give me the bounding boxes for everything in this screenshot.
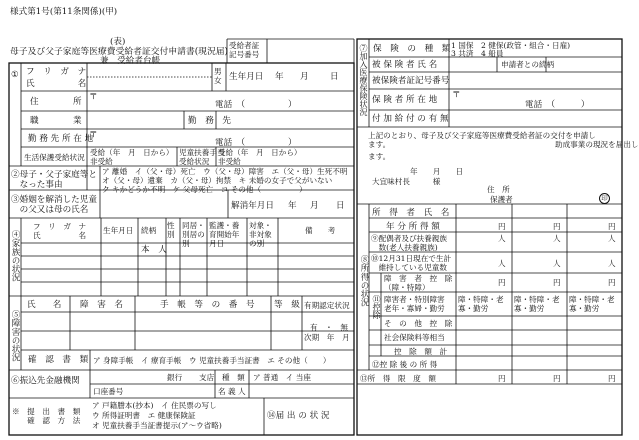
section-2-label: ②母子・父子家庭等と なった事由: [11, 170, 97, 190]
disability-col-name: 氏 名: [27, 300, 62, 310]
section-3-label: ③婚姻を解消した児童 の父又は母の氏名: [11, 195, 97, 215]
family-col-relation: 続柄: [141, 226, 157, 235]
income-amount-label: 年 分 所 得 額: [386, 222, 440, 232]
bank-label: 銀行: [167, 373, 183, 382]
children-person-2: 人: [553, 259, 561, 268]
section-5-label: ⑤障害の状況: [10, 310, 20, 362]
limit-yen-2: 円: [553, 374, 561, 383]
disability-flag: 有 ・ 無: [310, 323, 348, 332]
mayor-label: 大宜味村長 様: [372, 177, 441, 186]
account-number-label: 口座番号: [93, 387, 124, 396]
deduction-yen-3: 円: [608, 278, 616, 287]
furigana-label: フ リ ガ ナ: [26, 67, 87, 77]
docs-line-2: ウ 所得証明書 エ 健康保険証: [92, 411, 196, 420]
relation-label: 申請者との続柄: [501, 60, 555, 69]
omote-label: (表): [110, 37, 126, 47]
workplace-label: 勤 務 先: [188, 116, 231, 126]
family-col-name: フ リ ガ ナ 氏 名: [33, 222, 87, 240]
dissolution-date-label: 解消年月日: [231, 201, 274, 211]
income-yen-2: 円: [553, 222, 561, 231]
child-allowance-option-b: 非受給: [218, 157, 241, 166]
name-label: 氏 名: [26, 79, 87, 89]
account-type-label: 種 類: [222, 373, 245, 382]
form-subtitle: 兼 受給者台帳: [100, 56, 161, 66]
other-deduction-label: そ の 他 控 除: [384, 319, 453, 328]
disability-col-grade: 等 級: [274, 300, 300, 310]
limit-yen-3: 円: [608, 374, 616, 383]
disability-col-period: 有期認定状況: [304, 301, 350, 310]
deduction-categories: 障害者・特別障害 老年・寡婦・勤労: [384, 295, 445, 313]
family-col-note: 備 考: [305, 226, 336, 235]
section-1-marker: ①: [11, 70, 19, 80]
dependents-person-2: 人: [553, 234, 561, 243]
birthdate-label: 生年月日: [229, 72, 264, 82]
statement-line-4: ます。: [368, 152, 391, 161]
benefit-label: 付 加 給 付 の 有 無: [372, 114, 449, 124]
welfare-label: 生活保護受給状況: [24, 153, 85, 162]
deduction-categories-col3: 障・特障・老 寡・勤労: [569, 295, 615, 313]
dependents-label: ⑨配偶者及び扶養親族 数(老人扶養親族): [371, 234, 447, 252]
form-number: 様式第1号(第11条関係)(甲): [10, 7, 118, 17]
reason-line-3: ク キかどうか不明 ケ 父母死亡 コ その他（ ）: [102, 185, 307, 194]
dependents-person-3: 人: [608, 234, 616, 243]
family-col-sex: 性別: [167, 221, 175, 239]
reason-line-1: ア 離婚 イ（父・母）死亡 ウ（父・母）障害 エ（父・母）生死不明: [102, 167, 348, 176]
work-address-postal: 〒: [89, 130, 98, 140]
deduction-yen-1: 円: [498, 278, 506, 287]
section-7-label: ⑦加入医療保険状況: [359, 44, 368, 116]
deduction-yen-2: 円: [553, 278, 561, 287]
family-col-start: 監護・養育開始年月日: [209, 221, 240, 248]
account-type-options: ア 普通 イ 当座: [253, 373, 311, 382]
confirm-docs-options: ア 身障手帳 イ 療育手帳 ウ 児童扶養手当証書 エ その他（ ）: [93, 356, 331, 365]
dissolution-year: 年: [288, 201, 297, 211]
insurance-options-1: 1 国保 2 健保(政管・組合・日雇): [451, 41, 571, 50]
welfare-option-a: 受給（年 月 日から）: [90, 148, 174, 157]
section-14-label: ⑭届 出 の 状 況: [267, 411, 330, 421]
birth-year: 年: [275, 72, 284, 82]
statement-date: 年 月 日: [410, 167, 464, 176]
limit-yen-1: 円: [498, 374, 506, 383]
address-label: 住 所: [30, 97, 82, 107]
welfare-option-b: 非受給: [90, 157, 113, 166]
section-4-label: ④家族の状況: [10, 230, 20, 282]
deduction-categories-col1: 障・特障・老 寡・勤労: [458, 295, 504, 313]
docs-line-1: ア 戸籍謄本(抄本) イ 住民票の写し: [92, 401, 217, 410]
submitted-docs-label: ※ 提 出 書 類 確 認 方 法: [12, 407, 81, 425]
insurer-phone: 電話 （ ）: [525, 100, 590, 110]
children-person-1: 人: [498, 259, 506, 268]
section-12-label: ⑫控 除 後 の 所 得: [372, 360, 438, 369]
child-allowance-option-a: 受給（年 月 日から）: [218, 148, 302, 157]
section-11-label: ⑪控除: [372, 295, 381, 319]
birth-month: 月: [300, 72, 309, 82]
family-self-label: 本 人: [141, 245, 167, 255]
disability-col-notebook: 手 帳 等 の 番 号: [160, 300, 255, 310]
statement-line-3b: 助成事業の現況を届出し: [555, 140, 639, 149]
insurer-address-label: 保 険 者 所 在 地: [372, 95, 438, 105]
work-address-phone: 電話 （ ）: [215, 138, 297, 148]
address-phone: 電話 （ ）: [215, 100, 297, 110]
birth-day: 日: [330, 72, 339, 82]
form-title: 母子及び父子家庭等医療費受給者証交付申請書(現況届): [10, 47, 228, 57]
applicant-address-label: 住 所: [487, 185, 510, 194]
social-insurance-label: 社会保険料等相当: [384, 333, 445, 342]
dissolution-month: 月: [310, 201, 319, 211]
insurance-type-label: 保 険 の 種 類: [373, 44, 451, 54]
family-col-target: 対象・非対象の別: [249, 221, 272, 248]
section-6-label: ⑥振込先金融機関: [11, 376, 80, 386]
gender-label: 男 女: [214, 67, 222, 85]
job-label: 職 業: [30, 116, 82, 126]
dependents-person-1: 人: [498, 234, 506, 243]
dissolution-day: 日: [336, 201, 345, 211]
income-yen-3: 円: [608, 222, 616, 231]
insurance-options-2: 3 共済 4 船員: [451, 49, 504, 58]
card-number-label: 被保険者証記号番号: [372, 76, 450, 86]
insured-name-label: 被 保 険 者 氏 名: [372, 60, 438, 70]
cert-number-label: 受給者証 記号番号: [229, 41, 260, 59]
reason-line-2: オ（父・母）遺棄 カ（父・母）拘禁 キ 未婚の女子で父がいない: [102, 176, 333, 185]
statement-line-1: 上記のとおり、母子及び父子家庭等医療費受給者証の交付を申請し: [368, 131, 596, 140]
children-count-label: ⑩12月31日現在で生計 維持している児童数: [371, 254, 452, 272]
income-name-label: 所 得 者 氏 名: [372, 208, 450, 218]
confirm-docs-label: 確 認 書 類: [28, 355, 89, 365]
statement-line-2: ます。: [368, 140, 391, 149]
disability-col-type: 障 害 名: [80, 300, 123, 310]
docs-line-3: オ 児童扶養手当証書提示(ア〜ウ省略): [92, 421, 222, 430]
children-person-3: 人: [608, 259, 616, 268]
family-col-cohabit: 同居・別居の別: [182, 221, 205, 248]
family-col-birth: 生年月日: [103, 226, 134, 235]
guardian-label: 保護者: [490, 195, 513, 204]
disability-next: 次期 年 月: [304, 333, 350, 342]
work-address-label: 勤 務 先 所 在 地: [28, 134, 94, 144]
income-yen-1: 円: [498, 222, 506, 231]
section-13-label: ⑬所 得 限 度 額: [360, 374, 436, 383]
insurer-postal: 〒: [452, 90, 461, 100]
account-holder-label: 名 義 人: [218, 387, 246, 396]
branch-label: 支店: [199, 373, 215, 382]
disability-deduction-label: 障 害 者 控 除 （障・特障）: [384, 274, 453, 292]
seal-mark: 印: [599, 193, 610, 204]
section-8-label: ⑧所得の状況: [359, 255, 369, 307]
address-postal: 〒: [89, 92, 98, 102]
total-deduction-label: 控 除 額 計: [394, 347, 448, 356]
deduction-categories-col2: 障・特障・老 寡・勤労: [514, 295, 560, 313]
child-allowance-label: 児童扶養手当 受給状況: [179, 148, 225, 166]
